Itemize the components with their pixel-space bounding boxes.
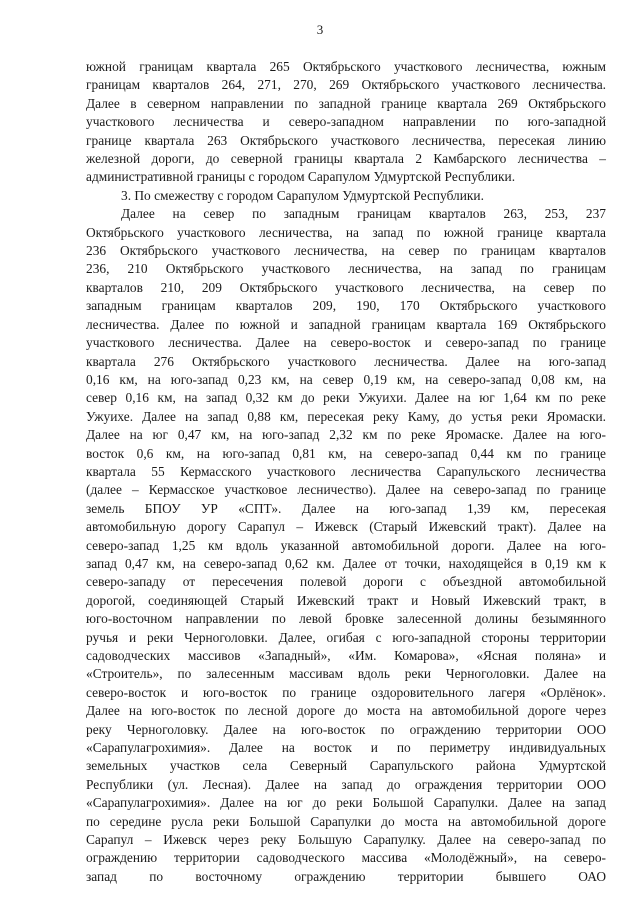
text-line: автомобильную дорогу Сарапул – Ижевск (Старый Ижевский тракт). Далее на bbox=[86, 519, 606, 535]
text-line: участкового лесничества. Далее на северо-восток и северо-запад по границе bbox=[86, 335, 606, 351]
page-number: 3 bbox=[316, 22, 324, 37]
text-line: кварталов 210, 209 Октябрьского участкового лесничества, на север по bbox=[86, 279, 606, 295]
text-line: лесничества. Далее по южной и западной границам квартала 169 Октябрьского bbox=[86, 316, 606, 332]
text-line: реку Черноголовку. Далее на юго-восток по ограждению территории ООО bbox=[86, 721, 606, 737]
text-line: восток 0,6 км, на юго-запад 0,81 км, на северо-запад 0,44 км по границе bbox=[86, 445, 606, 461]
text-line: Сарапул – Ижевск через реку Большую Сарапулку. Далее на северо-запад по bbox=[86, 832, 606, 848]
text-line: железной дороги, до северной границы квартала 2 Камбарского лесничества – bbox=[86, 151, 606, 167]
text-line: административной границы с городом Сарапулом Удмуртской Республики. bbox=[86, 169, 516, 185]
text-line: «Сарапулагрохимия». Далее на восток и по периметру индивидуальных bbox=[86, 740, 606, 756]
text-line: квартала 55 Кермасского участкового лесничества Сарапульского лесничества bbox=[86, 463, 606, 479]
text-line: земель БПОУ УР «СПТ». Далее на юго-запад 1,39 км, пересекая bbox=[86, 500, 606, 516]
text-line: север 0,16 км, на запад 0,32 км до реки Ужуихи. Далее на юг 1,64 км по реке bbox=[86, 390, 606, 406]
text-line: северо-восток и юго-восток по границе оздоровительного лагеря «Орлёнок». bbox=[86, 684, 606, 700]
text-line: границам кварталов 264, 271, 270, 269 Октябрьского участкового лесничества. bbox=[86, 77, 606, 93]
document-body bbox=[86, 58, 606, 886]
text-line: северо-запад 1,25 км вдоль указанной автомобильной дороги. Далее на юго- bbox=[86, 537, 606, 553]
text-line: «Строитель», по залесенным массивам вдоль реки Черноголовки. Далее на bbox=[86, 666, 606, 682]
text-line: запад 0,47 км, на северо-запад 0,62 км. Далее от точки, находящейся в 0,19 км к bbox=[86, 555, 606, 571]
text-line: садоводческих массивов «Западный», «Им. Комарова», «Ясная поляна» и bbox=[86, 648, 606, 663]
text-line: дорогой, соединяющей Старый Ижевский тракт и Новый Ижевский тракт, в bbox=[86, 592, 606, 608]
text-line: Ужуихе. Далее на запад 0,88 км, пересекая реку Каму, до устья реки Яромаски. bbox=[86, 408, 606, 424]
text-line: границе квартала 263 Октябрьского участкового лесничества, пересекая линию bbox=[86, 132, 606, 148]
text-line: Далее на юг 0,47 км, на юго-запад 2,32 км по реке Яромаске. Далее на юго- bbox=[86, 427, 606, 443]
text-line: Далее на юго-восток по лесной дороге до моста на автомобильной дороге через bbox=[86, 703, 606, 719]
text-line: квартала 276 Октябрьского участкового лесничества. Далее на юго-запад bbox=[86, 353, 606, 369]
text-line: южной границам квартала 265 Октябрьского участкового лесничества, южным bbox=[86, 59, 606, 74]
text-line: участкового лесничества и северо-западном направлении по юго-западной bbox=[86, 114, 606, 130]
text-line: Далее на север по западным границам кварталов 263, 253, 237 bbox=[121, 206, 606, 222]
text-line: Далее в северном направлении по западной границе квартала 269 Октябрьского bbox=[86, 95, 606, 111]
text-line: (далее – Кермасское участковое лесничество). Далее на северо-запад по границе bbox=[86, 482, 606, 498]
text-line: Республики (ул. Лесная). Далее на запад до ограждения территории ООО bbox=[86, 776, 606, 792]
text-line: по середине русла реки Большой Сарапулки до моста на автомобильной дороге bbox=[86, 813, 606, 829]
text-line: ограждению территории садоводческого массива «Молодёжный», на северо- bbox=[86, 850, 606, 866]
text-line: 3. По смежеству с городом Сарапулом Удмуртской Республики. bbox=[121, 187, 484, 203]
text-line: Октябрьского участкового лесничества, на запад по южной границе квартала bbox=[86, 224, 606, 240]
text-line: запад по восточному ограждению территории бывшего ОАО bbox=[86, 868, 606, 884]
text-line: юго-восточном направлении по левой бровке залесенной долины безымянного bbox=[86, 611, 606, 627]
text-line: ручья и реки Черноголовки. Далее, огибая с юго-западной стороны территории bbox=[86, 629, 606, 645]
text-line: 0,16 км, на юго-запад 0,23 км, на север 0,19 км, на северо-запад 0,08 км, на bbox=[86, 371, 606, 387]
text-line: 236 Октябрьского участкового лесничества, на север по границам кварталов bbox=[86, 243, 606, 259]
text-line: «Сарапулагрохимия». Далее на юг до реки Большой Сарапулки. Далее на запад bbox=[86, 795, 606, 811]
text-line: земельных участков села Северный Сарапульского района Удмуртской bbox=[86, 758, 606, 774]
text-line: северо-западу от пересечения полевой дороги с объездной автомобильной bbox=[86, 574, 606, 590]
text-line: западным границам кварталов 209, 190, 170 Октябрьского участкового bbox=[86, 298, 606, 314]
text-line: 236, 210 Октябрьского участкового лесничества, на запад по границам bbox=[86, 261, 606, 277]
